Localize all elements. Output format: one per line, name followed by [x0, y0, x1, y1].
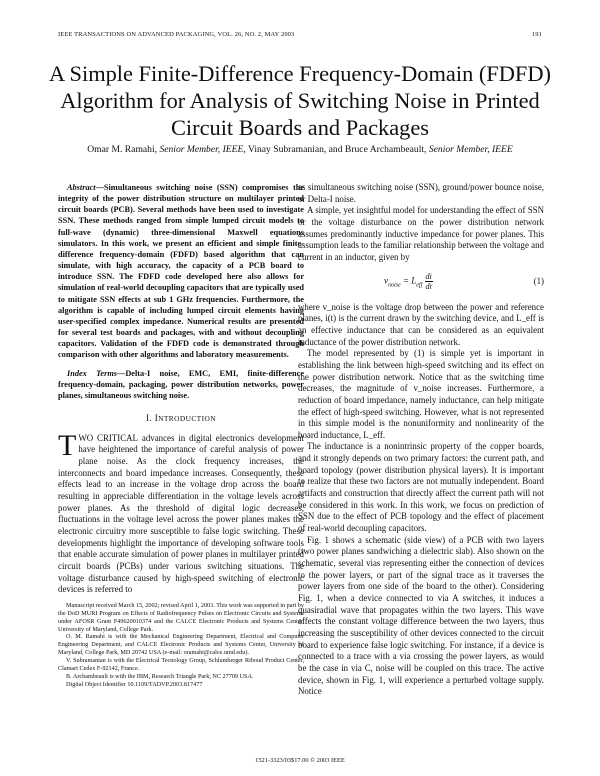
equation-number: (1) [533, 275, 544, 286]
journal-name: IEEE TRANSACTIONS ON ADVANCED PACKAGING, VOL. 26, NO. 2, MAY 2003 [58, 31, 295, 38]
footnote: V. Subramanian is with the Electrical Tecnology Group, Schlumberger Riboud Product Center, Clamart Cedex F-92142, France. [58, 657, 304, 673]
section-heading [58, 413, 304, 425]
footnote: O. M. Ramahi is with the Mechanical Engineering Department, Electrical and Computer Engineering Department, and CALCE Electronic Products and Systems Center, University of Maryland, College Park, MD 20742 USA (e-mail: oramahi@calce.umd.edu). [58, 633, 304, 657]
author-line [30, 144, 570, 155]
equation-lhs: v [384, 275, 388, 286]
equation-mid-sub: eff [416, 281, 423, 288]
author-1-role: Senior Member, IEEE [159, 144, 244, 155]
body-paragraph: The model represented by (1) is simple yet is important in establishing the link between high-speed switching and its effect on the power distribution network. Notice that as the switching time decreases, the magnitude of v_noise increases. Furthermore, a reduction of board impedance, namely inductance, can help mitigate the effect of high-speed switching. However, what is not represented in this simple model is the nonuniformity and nonlinearity of the board inductance, L_eff. [298, 348, 544, 440]
paper-title: A Simple Finite-Difference Frequency-Domain (FDFD) Algorithm for Analysis of Switching Noise in Printed Circuit Boards and Packages [48, 61, 552, 140]
footnote: Manuscript received March 15, 2002; revised April 1, 2003. This work was supported in part by the DoD MURI Program on Effects of Radiofrequency Pulses on Electronic Circuits and Systems under AFOSR Grant F49620010374 and the CALCE Electronic Products and Systems Center, University of Maryland, College Park. [58, 601, 304, 633]
abstract [58, 182, 304, 361]
abstract-text: —Simultaneous switching noise (SSN) compromises the integrity of the power distribution structure on multilayer printed circuit boards (PCB). Several methods have been used to investigate SSN. These methods ranged from simple lumped circuit models to full-wave (dynamic) three-dimensional Maxwell equations simulators. In this work, we present an efficient and simple finite-difference frequency-domain (FDFD) based algorithm that can simulate, with high accuracy, the capacity of a PCB board to introduce SSN. The FDFD code developed here also allows for simulation of real-world decoupling capacitors that are typically used to mitigate SSN effects at sub 1 GHz frequencies. Furthermore, the algorithm is capable of including lumped circuit elements having user-specified complex impedance. Numerical results are presented for several test boards and packages, with and without decoupling capacitors. Validation of the FDFD code is demonstrated through comparison with other algorithms and laboratory measurements. [58, 183, 304, 360]
equation-fraction [425, 272, 433, 291]
section-title: NTRODUCTION [158, 413, 216, 423]
equation-denominator: dt [425, 281, 432, 291]
equation-lhs-sub: noise [388, 281, 401, 288]
page-number: 191 [531, 31, 542, 38]
body-paragraph: as simultaneous switching noise (SSN), ground/power bounce noise, or Delta-I noise. [298, 182, 544, 204]
running-head [58, 31, 542, 38]
equation-mid: = L [400, 275, 417, 286]
author-2-3: , Vinay Subramanian, and Bruce Archambeault, [243, 144, 429, 155]
intro-text: advances in digital electronics development have heightened the importance of careful analysis of power plane noise. As the clock frequency increases, the interconnects and board impedance increases. Consequently, these effects lead to an increase in the voltage drop across the board resulting in appreciable differentiation in the voltage levels across power planes. As the threshold of digital logic decreases, fluctuations in the voltage level across the power planes makes the electronic circuitry more susceptible to false logic switching. These developments highlight the importance of developing software tools that enable accurate simulation of power planes in multilayer printed circuit boards (PCBs) under various switching situations. The voltage disturbance caused by high-speed switching of electronic devices is referred to [58, 432, 304, 595]
body-paragraph: A simple, yet insightful model for understanding the effect of SSN or the voltage disturbance on the power distribution network assumes predominantly inductive impedance for power planes. This assumption leads to the familiar relationship between the voltage and current in an inductor, given by [298, 205, 544, 262]
author-3-role: Senior Member, IEEE [428, 144, 513, 155]
right-column [298, 182, 544, 698]
index-terms [58, 368, 304, 401]
body-paragraph: where v_noise is the voltage drop between the power and reference planes, i(t) is the current drawn by the switching device, and L_eff is an effective inductance that can be considered as an equivalent inductance of the power distribution network. [298, 301, 544, 347]
equation-1 [298, 268, 544, 296]
author-1: Omar M. Ramahi, [87, 144, 160, 155]
intro-lead: WO CRITICAL [78, 432, 138, 443]
copyright-footer: 1521-3323/03$17.00 © 2003 IEEE [255, 757, 345, 764]
abstract-label: Abstract [67, 183, 96, 192]
body-paragraph: Fig. 1 shows a schematic (side view) of a PCB with two layers (two power planes sandwiching a dielectric slab). Also shown on the schematic, several vias representing either the connection of devices to the power layers, or part of the signal trace as it traverses the power layers from one side of the board to the other). Considering Fig. 1, when a device connected to via A switches, it induces a quasiradial wave that propagates within the two layers. This wave affects the constant voltage difference between the two layers, thus increasing the susceptibility of other devices connected to the circuit board to experience false logic switching. For instance, if a device is connected to a trace with a via crossing the power layers, as would be the case in via C, noise will be coupled on this trace. The active device, shown in Fig. 1, will experience a perturbed voltage supply. Notice [298, 534, 544, 697]
section-numeral: I. I [146, 412, 159, 423]
drop-cap: T [58, 428, 77, 462]
footnotes [58, 602, 304, 689]
intro-paragraph [58, 428, 304, 596]
footnote: Digital Object Identifier 10.1109/TADVP.2003.817477 [66, 680, 203, 688]
footnote: B. Archambeault is with the IBM, Research Triangle Park, NC 27709 USA. [66, 672, 254, 680]
index-terms-label: Index Terms [67, 368, 118, 378]
body-paragraph: The inductance is a nonintrinsic property of the copper boards, and it strongly depends on two primary factors: the current path, and board topology (power distribution physical layers). It is important to realize that these two factors are not mutually independent. Board artifacts and construction that directly affect the current path will not be considered in this work. In this work, we focus on prediction of SSN due to the effect of PCB topology and the effect of placement of real-world decoupling capacitors. [298, 441, 544, 534]
index-terms-text: —Delta-I noise, EMC, EMI, finite-difference frequency-domain, packaging, power distribution networks, power planes, simultaneous switching noise. [58, 368, 305, 400]
equation-numerator: di [425, 271, 432, 281]
left-column [58, 182, 304, 689]
equation-body [384, 272, 433, 292]
